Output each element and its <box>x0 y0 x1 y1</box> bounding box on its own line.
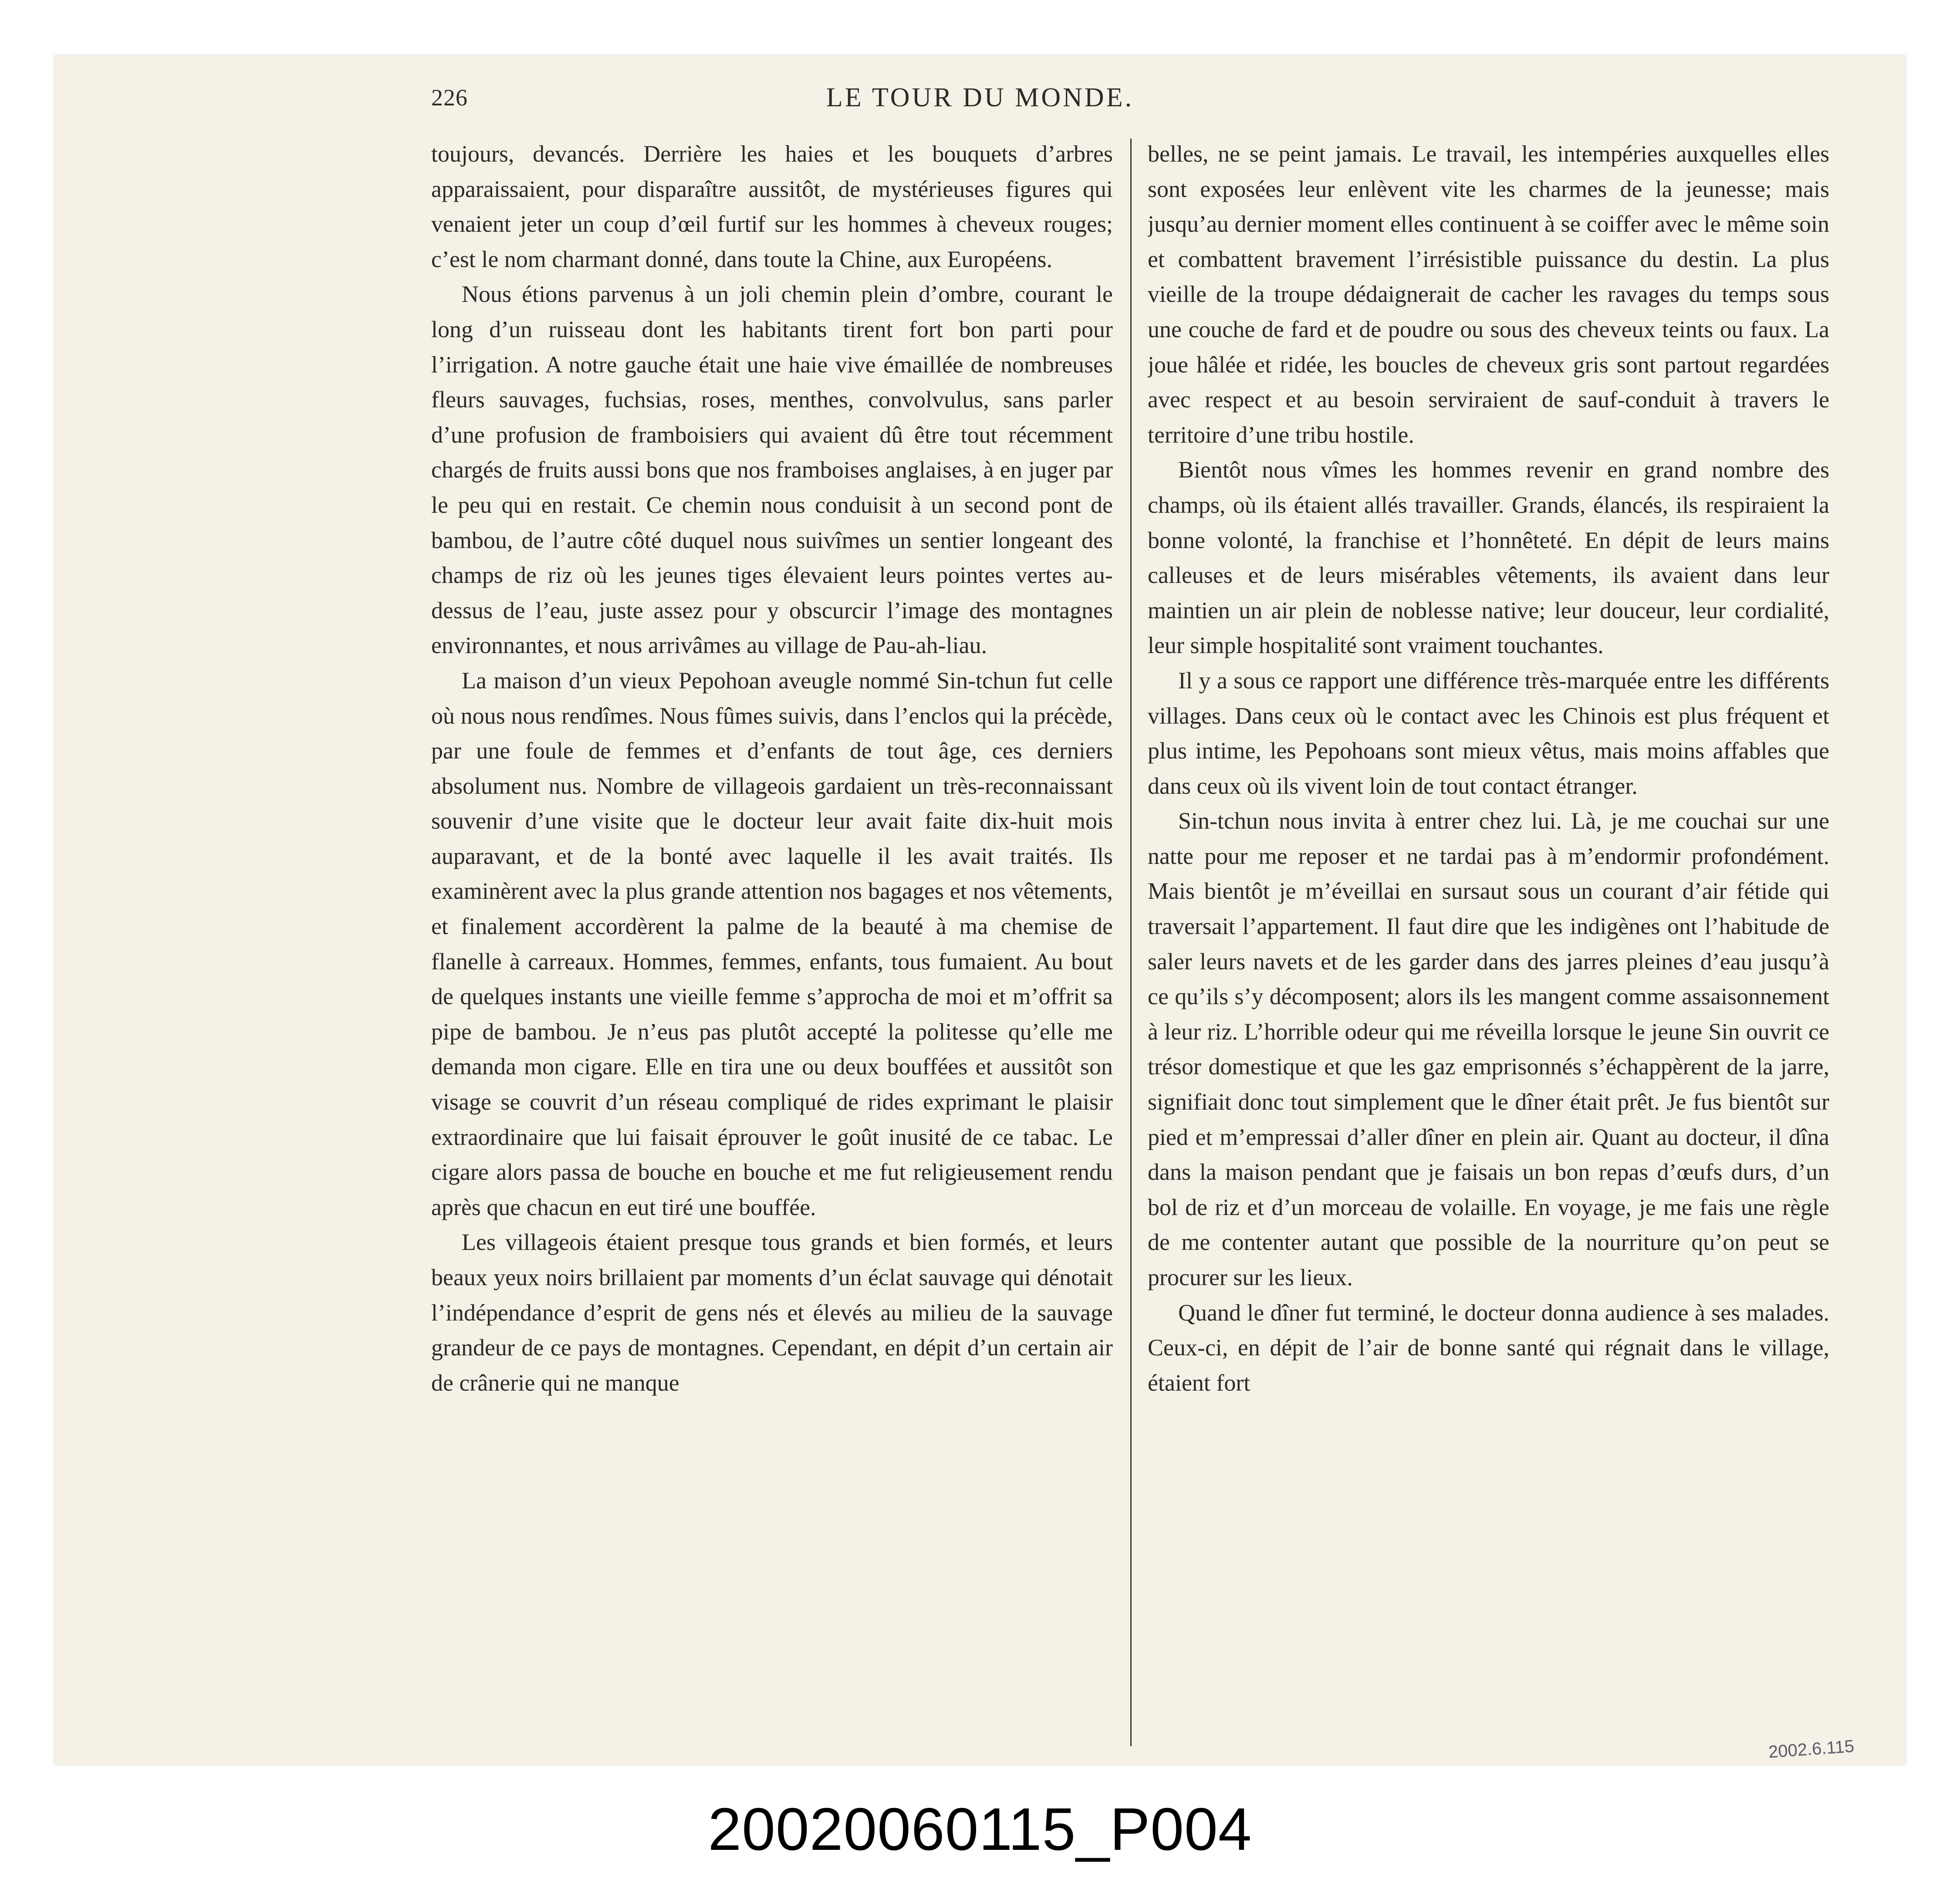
scanned-page <box>54 56 1906 1764</box>
left-text-column <box>431 136 1113 1748</box>
paragraph: toujours, devancés. Derrière les haies et les bouquets d’arbres apparaissaient, pour disparaître aussitôt, de mystérieuses figures qui venaient jeter un coup d’œil furtif sur les hommes à cheveux rouges; c’est le nom charmant donné, dans toute la Chine, aux Européens. <box>431 141 1113 272</box>
paragraph: La maison d’un vieux Pepohoan aveugle nommé Sin-tchun fut celle où nous nous rendîmes. Nous fûmes suivis, dans l’enclos qui la précède, par une foule de femmes et d’enfants de tout âge, ces derniers absolument nus. Nombre de villageois gardaient un très-reconnaissant souvenir d’une visite que le docteur leur avait faite dix-huit mois auparavant, et de la bonté avec laquelle il les avait traités. Ils examinèrent avec la plus grande attention nos bagages et nos vêtements, et finalement accordèrent la palme de la beauté à ma chemise de flanelle à carreaux. Hommes, femmes, enfants, tous fumaient. Au bout de quelques instants une vieille femme s’approcha de moi et m’offrit sa pipe de bambou. Je n’eus pas plutôt accepté la politesse qu’elle me demanda mon cigare. Elle en tira une ou deux bouffées et aussitôt son visage se couvrit d’un réseau compliqué de rides exprimant le plaisir extraordinaire que lui faisait éprouver le goût inusité de ce tabac. Le cigare alors passa de bouche en bouche et me fut religieusement rendu après que chacun en eut tiré une bouffée. <box>431 667 1113 1220</box>
page-number: 226 <box>431 85 468 111</box>
paragraph: Quand le dîner fut terminé, le docteur donna audience à ses malades. Ceux-ci, en dépit de l’air de bonne santé qui régnait dans le village, étaient fort <box>1148 1299 1829 1396</box>
column-divider <box>1130 139 1132 1746</box>
paragraph: Les villageois étaient presque tous grands et bien formés, et leurs beaux yeux noirs brillaient par moments d’un éclat sauvage qui dénotait l’indépendance d’esprit de gens nés et élevés au milieu de la sauvage grandeur de ce pays de montagnes. Cependant, en dépit d’un certain air de crânerie qui ne manque <box>431 1229 1113 1396</box>
handwritten-accession-note: 2002.6.115 <box>1767 1737 1855 1762</box>
image-caption: 20020060115_P004 <box>708 1796 1252 1863</box>
paragraph: Bientôt nous vîmes les hommes revenir en grand nombre des champs, où ils étaient allés travailler. Grands, élancés, ils respiraient la bonne volonté, la franchise et l’honnêteté. En dépit de leurs mains calleuses et de leurs misérables vêtements, ils avaient dans leur maintien un air plein de noblesse native; leur douceur, leur cordialité, leur simple hospitalité sont vraiment touchantes. <box>1148 457 1829 659</box>
paragraph: Sin-tchun nous invita à entrer chez lui. Là, je me couchai sur une natte pour me reposer et ne tardai pas à m’endormir profondément. Mais bientôt je m’éveillai en sursaut sous un courant d’air fétide qui traversait l’appartement. Il faut dire que les indigènes ont l’habitude de saler leurs navets et de les garder dans des jarres pleines d’eau jusqu’à ce qu’ils s’y décomposent; alors ils les mangent comme assaisonnement à leur riz. L’horrible odeur qui me réveilla lorsque le jeune Sin ouvrit ce trésor domestique et que les gaz emprisonnés s’échappèrent de la jarre, signifiait donc tout simplement que le dîner était prêt. Je fus bientôt sur pied et m’empressai d’aller dîner en plein air. Quant au docteur, il dîna dans la maison pendant que je faisais un bon repas d’œufs durs, d’un bol de riz et d’un morceau de volaille. En voyage, je me fais une règle de me contenter autant que possible de la nourriture qu’on peut se procurer sur les lieux. <box>1148 808 1829 1290</box>
paragraph: Nous étions parvenus à un joli chemin plein d’ombre, courant le long d’un ruisseau dont les habitants tirent fort bon parti pour l’irrigation. A notre gauche était une haie vive émaillée de nombreuses fleurs sauvages, fuchsias, roses, menthes, convolvulus, sans parler d’une profusion de framboisiers qui avaient dû être tout récemment chargés de fruits aussi bons que nos framboises anglaises, à en juger par le peu qui en restait. Ce chemin nous conduisit à un second pont de bambou, de l’autre côté duquel nous suivîmes un sentier longeant des champs de riz où les jeunes tiges élevaient leurs pointes vertes au-dessus de l’eau, juste assez pour y obscurcir l’image des montagnes environnantes, et nous arrivâmes au village de Pau-ah-liau. <box>431 281 1113 659</box>
right-text-column <box>1148 136 1829 1748</box>
journal-title: LE TOUR DU MONDE. <box>826 83 1134 112</box>
paragraph: belles, ne se peint jamais. Le travail, les intempéries auxquelles elles sont exposées leur enlèvent vite les charmes de la jeunesse; mais jusqu’au dernier moment elles continuent à se coiffer avec le même soin et combattent bravement l’irrésistible puissance du destin. La plus vieille de la troupe dédaignerait de cacher les ravages du temps sous une couche de fard et de poudre ou sous des cheveux teints ou faux. La joue hâlée et ridée, les boucles de cheveux gris sont partout regardées avec respect et au besoin serviraient de sauf-conduit à travers le territoire d’une tribu hostile. <box>1148 141 1829 448</box>
running-head <box>54 80 1906 123</box>
paragraph: Il y a sous ce rapport une différence très-marquée entre les différents villages. Dans ceux où le contact avec les Chinois est plus fréquent et plus intime, les Pepohoans sont mieux vêtus, mais moins affables que dans ceux où ils vivent loin de tout contact étranger. <box>1148 667 1829 799</box>
